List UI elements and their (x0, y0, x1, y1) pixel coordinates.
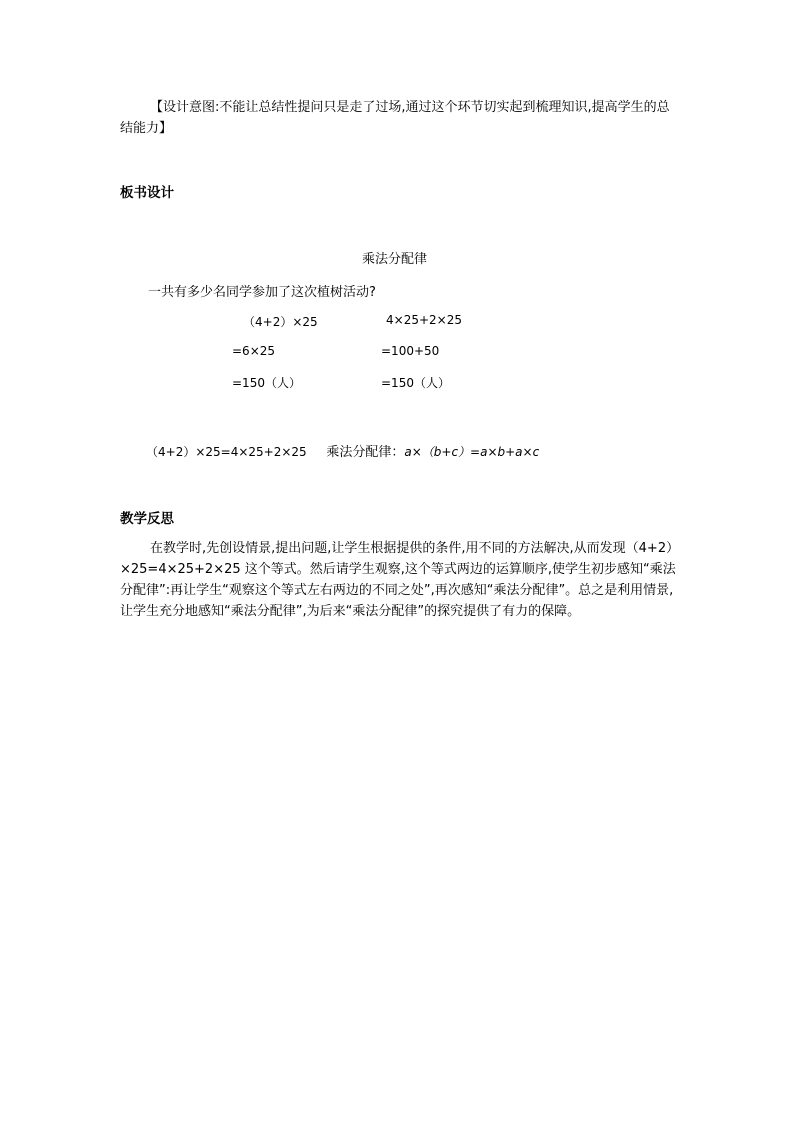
left-step-3: =150（人） (232, 376, 301, 390)
board-title: 乘法分配律 (362, 252, 428, 267)
design-intent-text: :不能让总结性提问只是走了过场,通过这个环节切实起到梳理知识,提高学生的总结能力】 (120, 100, 670, 136)
right-step-3: =150（人） (381, 376, 450, 390)
design-intent-open-bracket: 【 (150, 100, 164, 115)
right-step-1: 4×25+2×25 (386, 313, 462, 327)
law-equation: （4+2）×25=4×25+2×25 (146, 445, 307, 459)
reflection-heading: 教学反思 (120, 511, 174, 527)
left-step-1: （4+2）×25 (243, 315, 318, 329)
design-intent-label: 设计意图 (163, 100, 216, 115)
board-question: 一共有多少名同学参加了这次植树活动? (148, 285, 376, 300)
design-intent-paragraph (120, 97, 680, 139)
right-step-2: =100+50 (381, 344, 440, 358)
left-step-2: =6×25 (232, 344, 276, 358)
law-formula: a×（b+c）=a×b+a×c (404, 445, 540, 459)
reflection-paragraph: 在教学时,先创设情景,提出问题,让学生根据提供的条件,用不同的方法解决,从而发现（4+2）×25=4×25+2×25 这个等式。然后请学生观察,这个等式两边的运算顺序,使学生初步感知“乘法分配律”:再让学生“观察这个等式左右两边的不同之处”,再次感知“乘法分配律”。总之是利用情景,让学生充分地感知“乘法分配律”,为后来“乘法分配律”的探究提供了有力的保障。 (120, 541, 680, 619)
law-line (146, 441, 539, 460)
law-label: 乘法分配律： (326, 445, 405, 460)
board-design-heading: 板书设计 (120, 185, 174, 201)
